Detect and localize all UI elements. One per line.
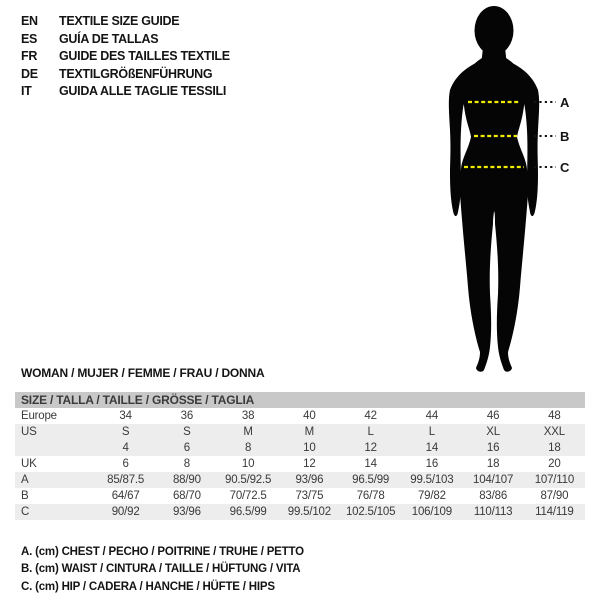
measure-label-c: C bbox=[560, 159, 570, 175]
size-table-header: SIZE / TALLA / TAILLE / GRÖSSE / TAGLIA bbox=[15, 392, 585, 408]
table-cell: 6 bbox=[183, 442, 190, 454]
table-cell: 68/70 bbox=[172, 490, 201, 502]
table-cell: 76/78 bbox=[356, 490, 385, 502]
table-row-label: C bbox=[21, 506, 30, 518]
table-row-label: UK bbox=[21, 458, 37, 470]
language-title-text: GUÍA DE TALLAS bbox=[59, 31, 159, 46]
table-cell: L bbox=[428, 426, 435, 438]
table-cell: 87/90 bbox=[540, 490, 569, 502]
table-cell: 16 bbox=[486, 442, 500, 454]
table-cell: 12 bbox=[364, 442, 377, 454]
size-table bbox=[15, 392, 585, 520]
table-cell: 99.5/102 bbox=[287, 506, 331, 518]
table-row-label: Europe bbox=[21, 410, 57, 422]
measurement-note: B. (cm) WAIST / CINTURA / TAILLE / HÜFTUNG / VITA bbox=[21, 563, 301, 576]
woman-silhouette-figure bbox=[420, 0, 598, 378]
table-cell: 8 bbox=[245, 442, 252, 454]
language-title-row bbox=[21, 48, 230, 66]
table-cell: 96.5/99 bbox=[229, 506, 267, 518]
table-cell: 18 bbox=[486, 458, 500, 470]
woman-silhouette-icon bbox=[420, 0, 570, 378]
table-row bbox=[15, 424, 585, 440]
table-cell: 4 bbox=[122, 442, 129, 454]
table-row bbox=[15, 440, 585, 456]
table-cell: 16 bbox=[425, 458, 439, 470]
table-row-label bbox=[15, 440, 95, 456]
table-cell: 12 bbox=[303, 458, 316, 470]
table-cell: 36 bbox=[180, 410, 194, 422]
table-cell: 46 bbox=[486, 410, 500, 422]
table-cell: 83/86 bbox=[479, 490, 508, 502]
table-cell: 70/72.5 bbox=[229, 490, 267, 502]
table-cell: M bbox=[243, 426, 253, 438]
table-cell: 10 bbox=[241, 458, 255, 470]
table-row-label: B bbox=[21, 490, 29, 502]
table-cell: 106/109 bbox=[411, 506, 452, 518]
measure-label-a: A bbox=[560, 94, 570, 110]
table-row bbox=[15, 504, 585, 520]
table-cell: 14 bbox=[425, 442, 439, 454]
table-cell: S bbox=[183, 426, 191, 438]
table-cell: 114/119 bbox=[535, 506, 574, 518]
table-cell: 99.5/103 bbox=[410, 474, 454, 486]
table-cell: 64/67 bbox=[111, 490, 140, 502]
language-title-list bbox=[21, 13, 230, 101]
measure-label-b: B bbox=[560, 128, 570, 144]
language-title-row bbox=[21, 66, 230, 84]
language-code: ES bbox=[21, 31, 38, 46]
table-cell: 104/107 bbox=[473, 474, 514, 486]
table-cell: 79/82 bbox=[417, 490, 446, 502]
table-cell: L bbox=[367, 426, 374, 438]
table-cell: 73/75 bbox=[295, 490, 324, 502]
language-title-text: TEXTILGRÖßENFÜHRUNG bbox=[59, 66, 213, 81]
table-cell: 110/113 bbox=[473, 506, 513, 518]
language-title-row bbox=[21, 31, 230, 49]
table-cell: 107/110 bbox=[534, 474, 575, 486]
table-row bbox=[15, 456, 585, 472]
measurement-notes bbox=[21, 544, 304, 596]
table-cell: 85/87.5 bbox=[107, 474, 145, 486]
table-cell: M bbox=[304, 426, 315, 438]
table-cell: 48 bbox=[548, 410, 561, 422]
language-code: IT bbox=[21, 84, 32, 98]
table-row-label: US bbox=[21, 426, 37, 438]
table-row bbox=[15, 472, 585, 488]
measurement-note: A. (cm) CHEST / PECHO / POITRINE / TRUHE / PETTO bbox=[21, 546, 304, 558]
measurement-note: C. (cm) HIP / CADERA / HANCHE / HÜFTE / HIPS bbox=[21, 580, 275, 593]
table-cell: 40 bbox=[303, 410, 316, 422]
table-row bbox=[15, 488, 585, 504]
table-cell: 96.5/99 bbox=[352, 474, 390, 486]
table-cell: XXL bbox=[543, 426, 565, 438]
table-cell: 90.5/92.5 bbox=[225, 474, 272, 486]
table-row bbox=[15, 408, 585, 424]
table-cell: 38 bbox=[241, 410, 255, 422]
table-cell: 93/96 bbox=[172, 506, 201, 518]
table-cell: 88/90 bbox=[172, 474, 201, 486]
language-code: EN bbox=[21, 14, 38, 28]
table-cell: XL bbox=[486, 426, 500, 438]
language-code: DE bbox=[21, 66, 38, 81]
table-row-label: A bbox=[21, 474, 29, 486]
language-title-row bbox=[21, 83, 230, 101]
table-cell: 14 bbox=[364, 458, 377, 470]
table-cell: 102.5/105 bbox=[345, 506, 396, 518]
language-title-text: TEXTILE SIZE GUIDE bbox=[59, 14, 180, 28]
language-code: FR bbox=[21, 49, 38, 63]
size-table-body bbox=[15, 408, 585, 520]
table-cell: 8 bbox=[183, 458, 190, 470]
table-cell: 18 bbox=[548, 442, 561, 454]
table-cell: 20 bbox=[548, 458, 561, 470]
section-title: WOMAN / MUJER / FEMME / FRAU / DONNA bbox=[21, 366, 265, 380]
language-title-text: GUIDA ALLE TAGLIE TESSILI bbox=[59, 84, 227, 98]
table-cell: 44 bbox=[425, 410, 439, 422]
table-cell: 42 bbox=[364, 410, 377, 422]
table-cell: S bbox=[121, 426, 130, 438]
table-cell: 10 bbox=[303, 442, 316, 454]
table-cell: 6 bbox=[122, 458, 129, 470]
table-cell: 90/92 bbox=[111, 506, 140, 518]
table-cell: 93/96 bbox=[295, 474, 324, 486]
language-title-row bbox=[21, 13, 230, 31]
table-cell: 34 bbox=[119, 410, 132, 422]
language-title-text: GUIDE DES TAILLES TEXTILE bbox=[59, 49, 230, 63]
